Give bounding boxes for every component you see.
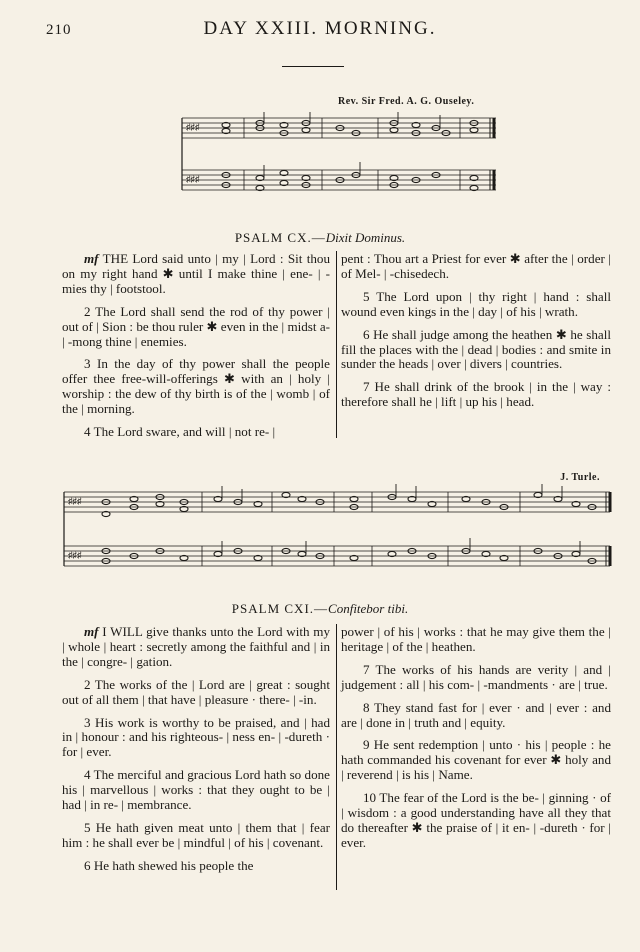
verse: 3 In the day of thy power shall the people offer thee free-will-offerings ✱ with an | holy | worship : the dew of thy birth is of the | womb | of the | morning. <box>62 356 330 417</box>
psalm-cx-title <box>0 230 640 246</box>
psalm-latin-incipit: Confitebor tibi. <box>328 601 409 616</box>
psalm-cxi-right-column <box>341 625 611 859</box>
verse: 6 He shall judge among the heathen ✱ he shall fill the places with the | dead | bodies : and smite in sunder the heads | over | divers | countries. <box>341 326 611 372</box>
running-title: DAY XXIII. MORNING. <box>203 18 437 39</box>
verse: 5 He hath given meat unto | them that | fear him : he shall ever be | mindful | of his | covenant. <box>62 819 330 850</box>
verse: 7 The works of his hands are verity | and | judgement : all | his com- | -mandments · are | true. <box>341 661 611 692</box>
verse: 10 The fear of the Lord is the be- | ginning · of | wisdom : a good understanding have all they that do thereafter ✱ the praise of | it en- | -dureth · for | ever. <box>341 790 611 850</box>
verse: 5 The Lord upon | thy right | hand : shall wound even kings in the | day | of his | wrath. <box>341 288 611 319</box>
column-divider <box>336 624 337 890</box>
page-number: 210 <box>46 22 72 38</box>
verse: 9 He sent redemption | unto · his | people : he hath commanded his covenant for ever ✱ holy and | reverend | is his | Name. <box>341 737 611 783</box>
svg-text:♯♯♯: ♯♯♯ <box>186 122 200 132</box>
chant-score-1 <box>180 112 500 198</box>
verse: 7 He shall drink of the brook | in the | way : therefore shall he | lift | up his | head. <box>341 379 611 410</box>
title-rule <box>282 66 344 67</box>
verse: 6 He hath shewed his people the <box>84 857 254 873</box>
verse: 2 The works of the | Lord are | great : sought out of all them | that have | pleasure · there- | -in. <box>62 676 330 707</box>
psalm-cxi-left-column <box>62 625 330 882</box>
verse: 4 The Lord sware, and will | not re- | <box>84 424 276 440</box>
verse-1: mf THE Lord said unto | my | Lord : Sit thou on my right hand ✱ until I make thine | ene- | -mies thy | footstool. <box>62 251 330 296</box>
music-staff-svg <box>180 112 500 198</box>
psalm-cxi-title <box>0 601 640 617</box>
svg-text:♯♯♯: ♯♯♯ <box>68 550 82 560</box>
verse: 4 The merciful and gracious Lord hath so done his | marvellous | works : that they ought to be | had | in re- | membrance. <box>62 767 330 813</box>
psalm-cx-left-column <box>62 252 330 448</box>
psalm-number: PSALM CXI.— <box>231 601 329 616</box>
verse: 2 The Lord shall send the rod of thy power | out of | Sion : be thou ruler ✱ even in the | midst a- | -mong thine | enemies. <box>62 303 330 349</box>
svg-text:♯♯♯: ♯♯♯ <box>68 496 82 506</box>
psalm-number: PSALM CX.— <box>234 230 326 245</box>
psalm-latin-incipit: Dixit Dominus. <box>325 230 406 245</box>
verse-continuation: power | of his | works : that he may give them the | heritage | of the | heathen. <box>341 624 611 654</box>
chant-composer: J. Turle. <box>560 472 600 483</box>
verse: 8 They stand fast for | ever · and | ever : and are | done in | truth and | equity. <box>341 699 611 730</box>
chant-score-2 <box>62 484 614 576</box>
psalm-cx-right-column <box>341 252 611 418</box>
verse: 3 His work is worthy to be praised, and | had in | honour : and his righteous- | ness en- | -dureth · for | ever. <box>62 714 330 760</box>
verse-continuation: pent : Thou art a Priest for ever ✱ after the | order | of Mel- | -chisedech. <box>341 251 611 281</box>
column-divider <box>336 251 337 438</box>
verse-1: mf I WILL give thanks unto the Lord with my | whole | heart : secretly among the faithful and | in the | congre- | gation. <box>62 624 330 669</box>
svg-text:♯♯♯: ♯♯♯ <box>186 174 200 184</box>
music-staff-svg <box>62 484 614 576</box>
chant-composer: Rev. Sir Fred. A. G. Ouseley. <box>338 96 475 107</box>
